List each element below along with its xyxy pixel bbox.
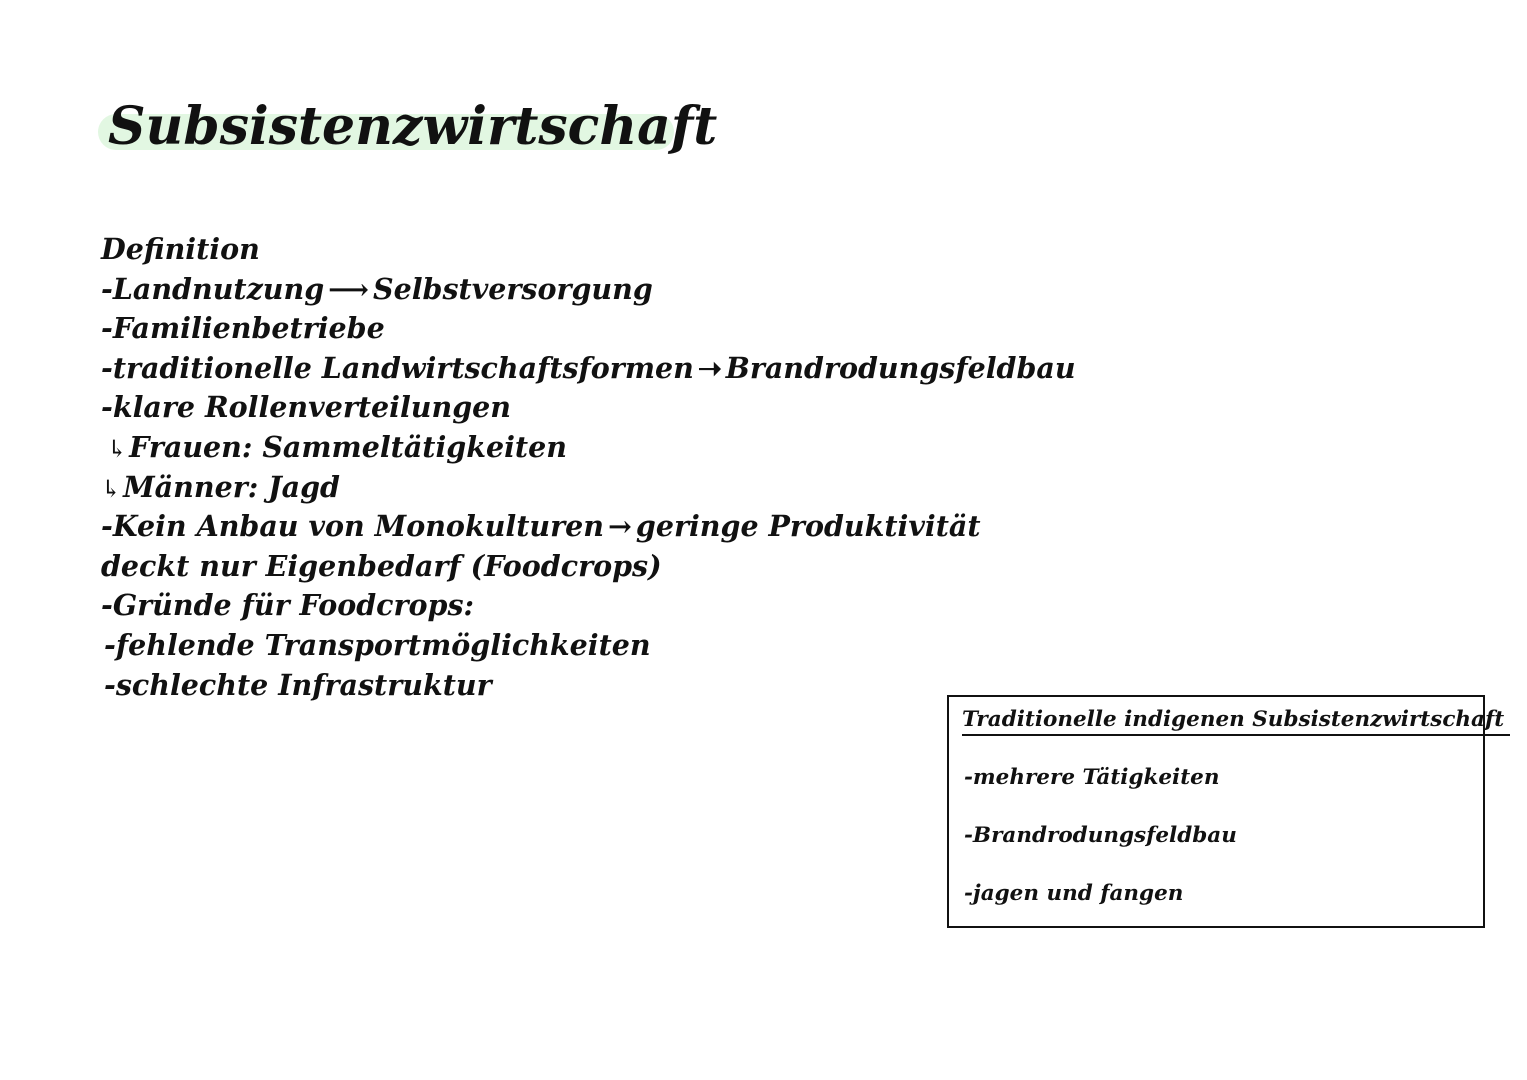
long-arrow-right-icon: ⟶ [328, 271, 370, 306]
note-subline-maenner [101, 468, 1076, 508]
note-text: -Kein Anbau von Monokulturen [101, 509, 604, 544]
arrow-right-icon: → [608, 509, 632, 544]
title-container [98, 92, 717, 162]
note-text: -traditionelle Landwirtschaftsformen [101, 350, 694, 385]
info-box-title: Traditionelle indigenen Subsistenzwirtschaft [962, 707, 1510, 736]
note-subline-frauen [101, 428, 1076, 468]
note-text: Frauen: Sammeltätigkeiten [129, 429, 567, 464]
note-text: geringe Produktivität [635, 509, 981, 544]
definition-notes [101, 230, 1076, 705]
note-line-transport: -fehlende Transportmöglichkeiten [104, 627, 651, 662]
note-text: Selbstversorgung [373, 271, 653, 306]
note-text: Männer: Jagd [123, 469, 340, 504]
info-box [947, 695, 1505, 928]
corner-arrow-icon: ↳ [101, 474, 122, 503]
note-line-eigenbedarf: deckt nur Eigenbedarf (Foodcrops) [101, 548, 662, 583]
note-line-rollenverteilungen: -klare Rollenverteilungen [101, 390, 512, 425]
info-box-item: -Brandrodungsfeldbau [964, 823, 1237, 848]
note-line-infrastruktur: -schlechte Infrastruktur [104, 667, 492, 702]
note-text: Brandrodungsfeldbau [725, 350, 1076, 385]
info-box-item: -mehrere Tätigkeiten [964, 765, 1220, 790]
note-line-gruende: -Gründe für Foodcrops: [101, 588, 475, 623]
note-text: -Landnutzung [101, 271, 325, 306]
note-line-landnutzung [101, 270, 1076, 310]
note-line-monokulturen [101, 507, 1076, 547]
note-line-familienbetriebe: -Familienbetriebe [101, 311, 385, 346]
note-line-landwirtschaftsformen [101, 349, 1076, 389]
arrow-right-icon: ➝ [697, 350, 722, 385]
info-box-item: -jagen und fangen [964, 881, 1184, 906]
page-title: Subsistenzwirtschaft [108, 96, 718, 157]
corner-arrow-icon: ↳ [107, 434, 128, 463]
definition-heading: Definition [101, 232, 260, 266]
